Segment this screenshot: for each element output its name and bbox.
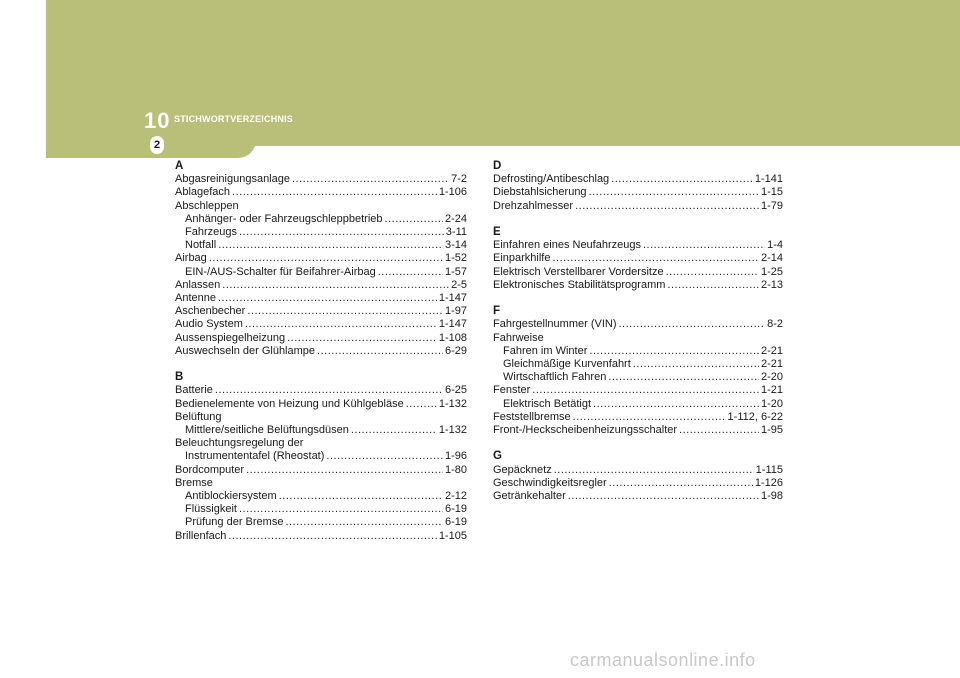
dot-leader (575, 200, 759, 213)
index-entry (493, 371, 783, 384)
index-entry-label: Notfall (185, 239, 217, 252)
index-entry (175, 450, 467, 463)
index-entry (175, 318, 467, 331)
dot-leader (222, 279, 449, 292)
index-section-a (175, 160, 467, 358)
index-entry-page: 1-105 (438, 529, 467, 542)
page-number: 2 (150, 136, 164, 154)
index-entry-label: Audio System (175, 318, 243, 331)
section-letter: G (493, 450, 502, 463)
index-entry (175, 305, 467, 318)
index-entry-page: 3-11 (445, 226, 467, 238)
index-entry-page: 2-21 (760, 357, 783, 370)
dot-leader (228, 530, 437, 543)
dot-leader (279, 490, 443, 503)
dot-leader (643, 239, 765, 252)
dot-leader (568, 490, 759, 503)
index-entry-label: Geschwindigkeitsregler (493, 476, 607, 489)
index-entry (493, 173, 783, 186)
dot-leader (633, 358, 759, 371)
index-entry-label: Defrosting/Antibeschlag (493, 173, 610, 186)
index-entry-page: 1-126 (754, 476, 783, 489)
index-entry-page: 2-20 (760, 371, 783, 384)
index-entry (493, 398, 783, 411)
index-entry-label: Beleuchtungsregelung der (175, 437, 304, 450)
index-entry (175, 464, 467, 477)
index-entry-page: 2-13 (760, 278, 783, 291)
index-entry (175, 503, 467, 516)
dot-leader (552, 252, 758, 265)
index-entry-label: Anlassen (175, 278, 221, 291)
index-entry-page: 2-14 (760, 252, 783, 265)
dot-leader (285, 516, 443, 529)
index-entry-label: Fahrzeugs (185, 226, 237, 238)
index-entry (175, 345, 467, 358)
dot-leader (351, 424, 437, 437)
index-entry (493, 477, 783, 490)
index-section-f (493, 305, 783, 437)
dot-leader (679, 424, 759, 437)
dot-leader (239, 226, 444, 239)
index-entry (493, 384, 783, 397)
index-entry-page: 1-98 (760, 489, 783, 502)
index-entry-label: Getränkehalter (493, 489, 566, 502)
index-entry-page: 1-79 (760, 199, 783, 212)
index-entry-page: 1-95 (760, 423, 783, 436)
chapter-number: 10 (144, 108, 171, 133)
index-entry-page: 6-19 (444, 503, 467, 516)
index-entry (175, 200, 467, 213)
index-entry (175, 252, 467, 265)
index-entry (175, 186, 467, 199)
dot-leader (215, 384, 443, 397)
index-entry (493, 200, 783, 213)
index-entry (493, 332, 783, 345)
dot-leader (232, 186, 437, 199)
index-entry (175, 477, 467, 490)
index-entry (175, 292, 467, 305)
dot-leader (609, 477, 753, 490)
index-entry-label: Flüssigkeit (185, 503, 237, 516)
index-entry-label: Brillenfach (175, 529, 227, 542)
index-entry (493, 490, 783, 503)
dot-leader (292, 173, 449, 186)
dot-leader (378, 266, 443, 279)
index-entry-label: EIN-/AUS-Schalter für Beifahrer-Airbag (185, 265, 376, 278)
index-entry-label: Antenne (175, 292, 216, 305)
index-entry (493, 186, 783, 199)
index-entry-page: 8-2 (767, 318, 783, 331)
index-entry-page: 1-97 (444, 305, 467, 318)
index-entry (493, 345, 783, 358)
dot-leader (593, 398, 759, 411)
index-entry-label: Belüftung (175, 410, 222, 423)
dot-leader (287, 332, 437, 345)
index-entry (493, 318, 783, 331)
index-entry-page: 1-141 (754, 173, 783, 186)
index-entry (493, 411, 783, 424)
index-entry-label: Elektrisch Betätigt (503, 397, 592, 410)
index-entry-label: Fenster (493, 384, 531, 397)
index-entry-label: Gleichmäßige Kurvenfahrt (503, 357, 631, 370)
dot-leader (589, 345, 759, 358)
dot-leader (218, 239, 443, 252)
index-entry-page: 1-147 (438, 292, 467, 305)
watermark-text: carmanualsonline.info (570, 650, 756, 670)
index-column-right (493, 160, 783, 516)
index-entry-page: 1-106 (438, 186, 467, 199)
index-entry-label: Fahren im Winter (503, 344, 588, 357)
index-entry (175, 490, 467, 503)
index-entry-label: Instrumententafel (Rheostat) (185, 450, 325, 463)
index-entry-page: 6-25 (444, 384, 467, 397)
index-entry-page: 1-15 (760, 186, 783, 199)
index-entry (175, 424, 467, 437)
index-entry-page: 1-115 (755, 463, 783, 476)
index-entry-label: Antiblockiersystem (185, 490, 277, 503)
index-entry-label: Wirtschaftlich Fahren (503, 371, 607, 384)
index-entry-page: 2-21 (760, 344, 783, 357)
index-entry-label: Fahrgestellnummer (VIN) (493, 318, 617, 331)
index-entry-page: 1-52 (444, 252, 467, 265)
index-entry-label: Aschenbecher (175, 305, 246, 318)
section-letter: F (493, 305, 501, 318)
index-column-left (175, 160, 467, 556)
index-entry-label: Abgasreinigungsanlage (175, 173, 290, 186)
index-entry (175, 279, 467, 292)
index-entry-label: Bedienelemente von Heizung und Kühlgebläse (175, 397, 404, 410)
dot-leader (573, 411, 726, 424)
index-entry-label: Bremse (175, 476, 213, 489)
index-entry (493, 239, 783, 252)
index-entry-page: 3-14 (444, 239, 467, 252)
index-section-e (493, 226, 783, 292)
dot-leader (239, 503, 443, 516)
index-entry (175, 213, 467, 226)
section-letter: E (493, 225, 501, 238)
index-entry-label: Auswechseln der Glühlampe (175, 344, 316, 357)
index-entry-page: 2-12 (444, 490, 467, 503)
index-entry (493, 252, 783, 265)
dot-leader (245, 318, 437, 331)
chapter-header-band (46, 0, 960, 146)
index-entry (175, 173, 467, 186)
index-entry (493, 464, 783, 477)
dot-leader (385, 213, 443, 226)
index-entry-page: 1-147 (438, 318, 467, 331)
index-entry-page: 1-112, 6-22 (727, 410, 783, 423)
index-entry-label: Airbag (175, 252, 207, 265)
index-entry (175, 411, 467, 424)
index-entry-label: Feststellbremse (493, 410, 571, 423)
dot-leader (209, 252, 443, 265)
index-entry (175, 384, 467, 397)
dot-leader (667, 279, 759, 292)
index-entry-label: Einfahren eines Neufahrzeugs (493, 239, 641, 252)
index-section-g (493, 450, 783, 503)
index-entry-label: Abschleppen (175, 199, 239, 212)
index-entry (175, 266, 467, 279)
index-entry-page: 2-5 (451, 278, 467, 291)
index-entry-page: 1-132 (438, 424, 467, 437)
dot-leader (666, 266, 759, 279)
index-entry-label: Batterie (175, 384, 213, 397)
index-entry (493, 279, 783, 292)
index-entry-page: 2-24 (444, 212, 467, 225)
index-entry (493, 266, 783, 279)
dot-leader (611, 173, 753, 186)
index-entry-label: Aussenspiegelheizung (175, 331, 286, 344)
index-entry (175, 226, 467, 239)
dot-leader (218, 292, 437, 305)
index-entry-label: Mittlere/seitliche Belüftungsdüsen (185, 424, 349, 437)
index-entry-label: Prüfung der Bremse (185, 516, 284, 529)
index-entry-page: 1-57 (444, 265, 467, 278)
dot-leader (532, 384, 759, 397)
index-entry-page: 1-96 (444, 450, 467, 463)
index-section-d (493, 160, 783, 213)
index-entry (175, 516, 467, 529)
index-entry (175, 332, 467, 345)
section-letter: A (175, 160, 184, 172)
dot-leader (406, 398, 437, 411)
index-entry-label: Diebstahlsicherung (493, 186, 587, 199)
index-entry-label: Drehzahlmesser (493, 199, 574, 212)
dot-leader (326, 450, 443, 463)
index-entry (175, 530, 467, 543)
dot-leader (618, 318, 765, 331)
index-entry-label: Front-/Heckscheibenheizungsschalter (493, 423, 678, 436)
index-entry-label: Fahrweise (493, 331, 544, 344)
index-entry-label: Elektronisches Stabilitätsprogramm (493, 278, 666, 291)
dot-leader (554, 464, 754, 477)
dot-leader (247, 305, 443, 318)
index-entry-label: Elektrisch Verstellbarer Vordersitze (493, 265, 664, 278)
index-entry-page: 7-2 (451, 173, 467, 186)
index-entry-page: 1-108 (438, 331, 467, 344)
section-letter: B (175, 371, 184, 384)
index-entry (175, 437, 467, 450)
index-entry-label: Ablagefach (175, 186, 231, 199)
index-entry-page: 1-132 (438, 397, 467, 410)
index-entry-label: Einparkhilfe (493, 252, 551, 265)
index-entry-label: Bordcomputer (175, 463, 245, 476)
index-entry (493, 358, 783, 371)
dot-leader (589, 186, 759, 199)
index-entry-label: Anhänger- oder Fahrzeugschleppbetrieb (185, 212, 383, 225)
chapter-title: STICHWORTVERZEICHNIS (174, 114, 294, 124)
index-entry-page: 6-29 (444, 344, 467, 357)
index-entry (175, 239, 467, 252)
index-entry (175, 398, 467, 411)
index-entry-label: Gepäcknetz (493, 463, 552, 476)
index-entry (493, 424, 783, 437)
index-entry-page: 1-21 (760, 384, 783, 397)
index-entry-page: 1-4 (767, 239, 783, 252)
index-entry-page: 1-80 (444, 463, 467, 476)
index-entry-page: 6-19 (444, 516, 467, 529)
index-entry-page: 1-20 (760, 397, 783, 410)
index-entry-page: 1-25 (760, 265, 783, 278)
dot-leader (246, 464, 443, 477)
dot-leader (317, 345, 443, 358)
dot-leader (608, 371, 759, 384)
index-section-b (175, 371, 467, 543)
section-letter: D (493, 160, 502, 172)
